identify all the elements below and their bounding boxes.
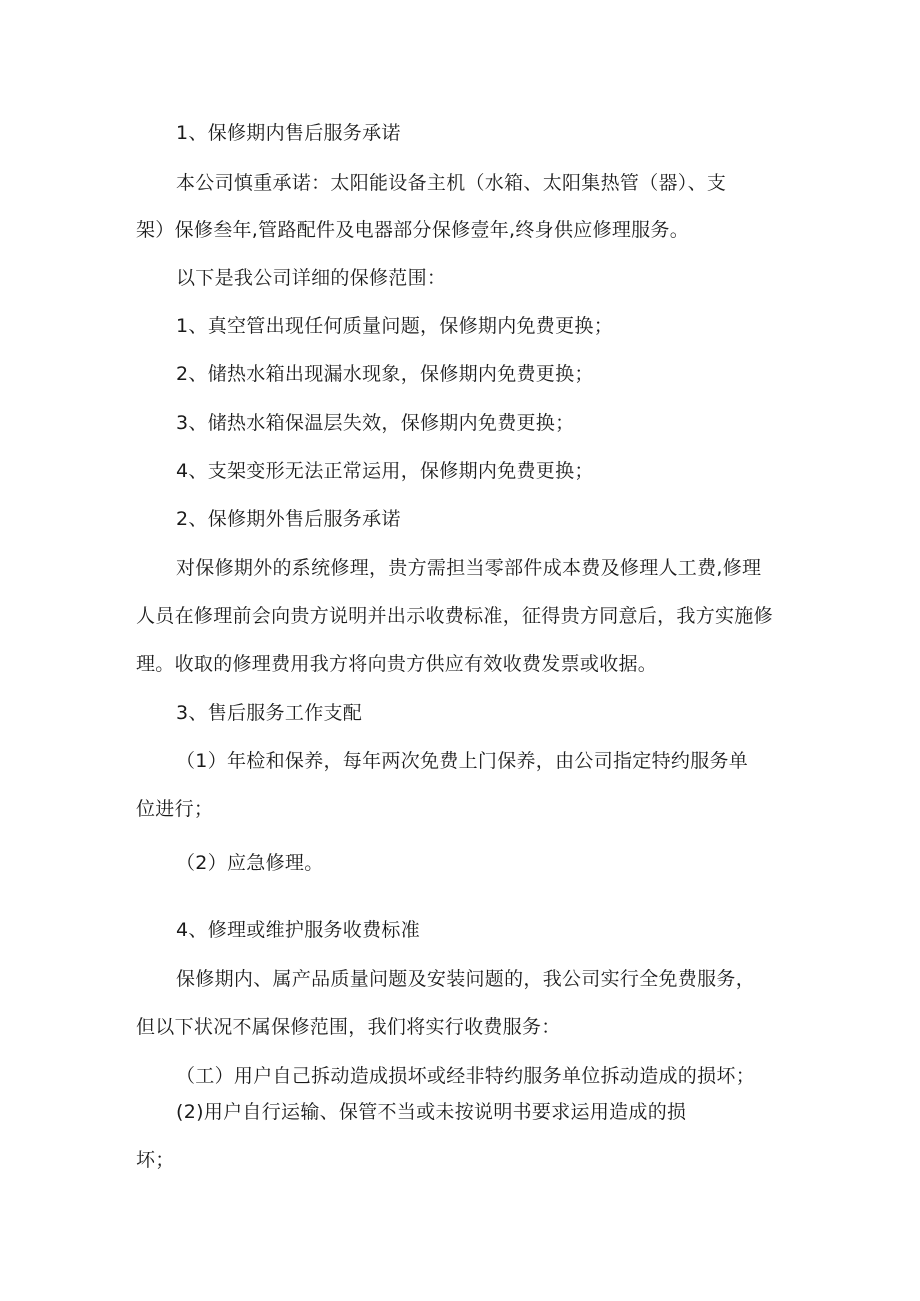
paragraph-line: 理。收取的修理费用我方将向贵方供应有效收费发票或收据。 <box>136 653 658 675</box>
list-item: 1、真空管出现任何质量问题，保修期内免费更换； <box>176 315 613 337</box>
paragraph-line: 保修期内、属产品质量问题及安装问题的，我公司实行全免费服务， <box>176 968 756 990</box>
paragraph-line: 坏； <box>136 1149 175 1171</box>
list-item: （工）用户自己拆动造成损坏或经非特约服务单位拆动造成的损坏； <box>176 1065 756 1087</box>
list-item: （2）应急修理。 <box>176 852 324 874</box>
section-heading-1: 1、保修期内售后服务承诺 <box>176 122 401 144</box>
list-item: （1）年检和保养，每年两次免费上门保养，由公司指定特约服务单 <box>176 750 749 772</box>
list-item: 4、支架变形无法正常运用，保修期内免费更换； <box>176 460 594 482</box>
paragraph-line: 本公司慎重承诺：太阳能设备主机（水箱、太阳集热管（器）、支 <box>176 172 727 194</box>
paragraph-line: 但以下状况不属保修范围，我们将实行收费服务： <box>136 1016 561 1038</box>
list-item: 3、储热水箱保温层失效，保修期内免费更换； <box>176 412 575 434</box>
paragraph-line: 对保修期外的系统修理，贵方需担当零部件成本费及修理人工费,修理 <box>176 557 762 579</box>
paragraph-line: 位进行； <box>136 798 214 820</box>
paragraph-line: 以下是我公司详细的保修范围： <box>176 267 447 289</box>
section-heading-2: 2、保修期外售后服务承诺 <box>176 508 401 530</box>
section-heading-4: 4、修理或维护服务收费标准 <box>176 919 420 941</box>
section-heading-3: 3、售后服务工作支配 <box>176 702 363 724</box>
paragraph-line: 人员在修理前会向贵方说明并出示收费标准，征得贵方同意后，我方实施修 <box>136 605 773 627</box>
paragraph-line: 架）保修叁年,管路配件及电器部分保修壹年,终身供应修理服务。 <box>136 219 690 241</box>
list-item: (2)用户自行运输、保管不当或未按说明书要求运用造成的损 <box>176 1101 687 1123</box>
list-item: 2、储热水箱出现漏水现象，保修期内免费更换； <box>176 363 594 385</box>
